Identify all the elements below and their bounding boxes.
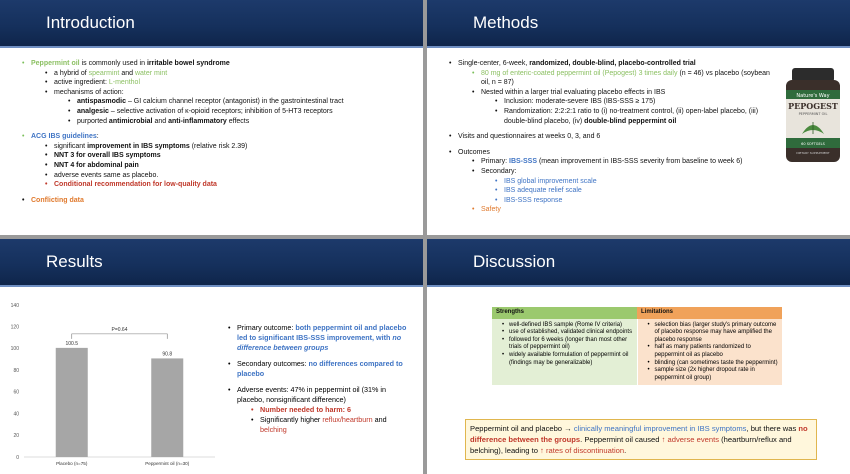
bullet-acg-guidelines: • ACG IBS guidelines: • significant improvement in IBS symptoms (relative risk 2.39) • NNT 3 for overall IBS symptoms • NNT 4 for abdominal pain • adverse events same as placebo. • Conditional recommendation for low-quality data	[22, 132, 423, 190]
bullet-conditional: • Conditional recommendation for low-quality data	[45, 180, 423, 190]
bullet-antispasmodic: • antispasmodic – GI calcium channel receptor (antagonist) in the gastrointestinal tract	[68, 97, 423, 107]
limitations-header: Limitations	[637, 307, 782, 319]
limitation-item: • blinding (can sometimes taste the peppermint)	[648, 360, 780, 368]
bottle-subtitle: PEPPERMINT OIL	[798, 112, 828, 116]
y-tick-label: 0	[16, 454, 19, 461]
slide-title: Results	[46, 252, 103, 271]
bullet-significant: • significant improvement in IBS symptoms (relative risk 2.39)	[45, 142, 423, 152]
y-tick-label: 20	[13, 433, 19, 440]
slide-body	[0, 52, 423, 235]
category-label: Placebo (n=75)	[56, 461, 88, 466]
y-tick-label: 40	[13, 411, 19, 418]
strengths-limitations-table	[492, 307, 782, 385]
bottle-footer: 60 SOFTGELS	[801, 142, 825, 146]
y-tick-label: 100	[10, 346, 19, 353]
bullet-sec-global: • IBS global improvement scale	[495, 177, 780, 187]
bottle-brand: Nature's Way	[796, 93, 830, 99]
strength-item: • widely available formulation of peppermint oil (findings may be generalizable)	[502, 352, 634, 367]
slide-title: Methods	[473, 13, 539, 32]
limitation-item: • half as many patients randomized to peppermint oil as placebo	[648, 344, 780, 359]
bullet-secondary: • Secondary: • IBS global improvement scale • IBS adequate relief scale • IBS-SSS response	[472, 167, 780, 205]
bullet-inclusion: • Inclusion: moderate-severe IBS (IBS-SSS ≥ 175)	[495, 97, 780, 107]
strength-item: • well-defined IBS sample (Rome IV criteria)	[502, 322, 634, 330]
strength-item: • use of established, validated clinical endpoints	[502, 329, 634, 337]
results-bar-chart	[0, 295, 225, 473]
bullet-nnh: • Number needed to harm: 6	[251, 405, 413, 415]
bullet-sec-relief: • IBS adequate relief scale	[495, 186, 780, 196]
bullet-nested: • Nested within a larger trial evaluating placebo effects in IBS • Inclusion: moderate-severe IBS (IBS-SSS ≥ 175) • Randomization: 2:2:2:1 ratio to (i) no-treatment control, (ii) open-label placebo, (iii) double-blind placebo, (iv) double-blind peppermint oil	[472, 88, 780, 126]
bullet-sec-response: • IBS-SSS response	[495, 196, 780, 206]
strengths-cell	[492, 319, 637, 386]
slide-discussion	[427, 239, 850, 474]
category-label: Peppermint oil (n=30)	[145, 461, 190, 466]
slide-title: Discussion	[473, 252, 556, 271]
slide-title: Introduction	[46, 13, 135, 32]
bar-value-label: 90.8	[162, 351, 173, 358]
bullet-primary: • Primary: IBS-SSS (mean improvement in IBS-SSS severity from baseline to week 6)	[472, 157, 780, 167]
slide-results	[0, 239, 423, 474]
p-value-annotation: P=0.64	[111, 326, 128, 333]
bullet-peppermint-ibs: • Peppermint oil is commonly used in irritable bowel syndrome • a hybrid of spearmint and water mint • active ingredient: L-menthol • mechanisms of action: • antispasmodic – GI calcium channel receptor (antagonist) in the gastrointestinal tract • analgesic – selective activation of κ-opioid receptors; inhibition of 5-HT3 receptors • purported antimicrobial and anti-inflammatory effects	[22, 59, 423, 126]
slide-introduction	[0, 0, 423, 235]
slide-methods	[427, 0, 850, 235]
bullet-design: • Single-center, 6-week, randomized, double-blind, placebo-controlled trial • 80 mg of enteric-coated peppermint oil (Pepogest) 3 times daily (n = 46) vs placebo (soybean oil, n = 87) • Nested within a larger trial evaluating placebo effects in IBS • Inclusion: moderate-severe IBS (IBS-SSS ≥ 175) • Randomization: 2:2:2:1 ratio to (i) no-treatment control, (ii) open-label placebo, (iii) double-blind placebo, (iv) double-blind peppermint oil	[449, 59, 780, 126]
bullet-nnt3: • NNT 3 for overall IBS symptoms	[45, 151, 423, 161]
bottle-footer-2: DIETARY SUPPLEMENT	[796, 151, 830, 155]
bullet-randomization: • Randomization: 2:2:2:1 ratio to (i) no-treatment control, (ii) open-label placebo, (iii) double-blind placebo, (iv) double-blind peppermint oil	[495, 107, 780, 126]
bullet-conflicting: • Conflicting data	[22, 196, 423, 206]
bullet-hybrid: • a hybrid of spearmint and water mint	[45, 69, 423, 79]
bullet-secondary-outcomes: • Secondary outcomes: no differences compared to placebo	[228, 359, 413, 379]
bullet-significantly-higher: • Significantly higher reflux/heartburn and belching	[251, 415, 413, 435]
significance-bracket	[72, 334, 168, 339]
slide-body	[427, 52, 780, 235]
bar-value-label: 100.5	[65, 340, 79, 347]
bullet-purported: • purported antimicrobial and anti-inflammatory effects	[68, 117, 423, 127]
bullet-analgesic: • analgesic – selective activation of κ-opioid receptors; inhibition of 5-HT3 receptors	[68, 107, 423, 117]
bullet-dose: • 80 mg of enteric-coated peppermint oil (Pepogest) 3 times daily (n = 46) vs placebo (soybean oil, n = 87)	[472, 69, 780, 88]
bullet-mechanisms: • mechanisms of action: • antispasmodic – GI calcium channel receptor (antagonist) in the gastrointestinal tract • analgesic – selective activation of κ-opioid receptors; inhibition of 5-HT3 receptors • purported antimicrobial and anti-inflammatory effects	[45, 88, 423, 126]
limitations-cell	[637, 319, 782, 386]
bullet-active-ingredient: • active ingredient: L-menthol	[45, 78, 423, 88]
bullet-adverse-events: • Adverse events: 47% in peppermint oil (31% in placebo, nonsignificant difference) • Number needed to harm: 6 • Significantly higher reflux/heartburn and belching	[228, 385, 413, 435]
pepogest-bottle-image	[782, 68, 844, 163]
conclusion-box: Peppermint oil and placebo → clinically meaningful improvement in IBS symptoms, but there was no difference between the groups. Peppermint oil caused ↑ adverse events (heartburn/reflux and belching), leading to ↑ rates of discontinuation.	[465, 419, 817, 460]
slide-header	[0, 239, 423, 287]
y-tick-label: 60	[13, 389, 19, 396]
limitation-item: • selection bias (larger study's primary outcome of placebo response may have amplified the placebo response	[648, 322, 780, 345]
slide-header	[0, 0, 423, 48]
bullet-nnt4: • NNT 4 for abdominal pain	[45, 161, 423, 171]
y-tick-label: 80	[13, 367, 19, 374]
y-tick-label: 140	[10, 302, 19, 309]
strength-item: • followed for 6 weeks (longer than most other trials of peppermint oil)	[502, 337, 634, 352]
bullet-visits: • Visits and questionnaires at weeks 0, 3, and 6	[449, 132, 780, 142]
slide-header	[427, 239, 850, 287]
slide-header	[427, 0, 850, 48]
bullet-outcomes: • Outcomes • Primary: IBS-SSS (mean improvement in IBS-SSS severity from baseline to week 6) • Secondary: • IBS global improvement scale • IBS adequate relief scale • IBS-SSS response • Safety	[449, 148, 780, 215]
results-text	[228, 323, 413, 435]
limitation-item: • sample size (2x higher dropout rate in peppermint oil group)	[648, 367, 780, 382]
strengths-header: Strengths	[492, 307, 637, 319]
bullet-primary-outcome: • Primary outcome: both peppermint oil and placebo led to significant IBS-SSS improvement, with no difference between groups	[228, 323, 413, 353]
y-tick-label: 120	[10, 324, 19, 331]
bar	[56, 348, 88, 457]
bullet-adverse-events: • adverse events same as placebo.	[45, 171, 423, 181]
bottle-name: PEPOGEST	[788, 101, 838, 111]
bullet-safety: • Safety	[472, 205, 780, 215]
bar	[151, 358, 183, 457]
